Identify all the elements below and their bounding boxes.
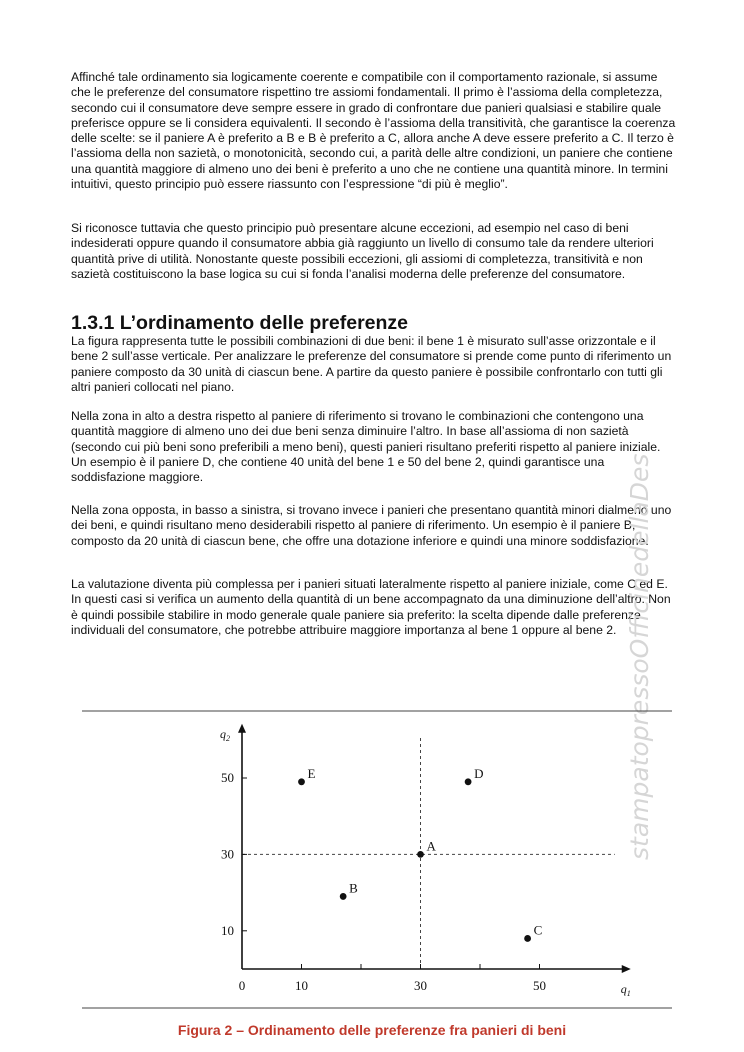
watermark: stampatopressoOfficinedellaDes	[625, 453, 654, 860]
point-label-c: C	[533, 922, 543, 938]
point-label-b: B	[349, 880, 358, 896]
x-tick-label: 50	[533, 978, 546, 993]
y-axis-arrow	[238, 724, 246, 733]
point-label-d: D	[474, 765, 484, 781]
y-axis-label: $q_2$	[220, 726, 230, 743]
x-tick-label: 10	[295, 978, 308, 993]
paragraph-axioms: Affinché tale ordinamento sia logicamente coerente e compatibile con il comportamento razionale, si assume che le preferenze del consumatore rispettino tre assiomi fondamentali. Il primo è l’assioma della completezza, secondo cui il consumatore deve sempre essere in grado di confrontare due panieri qualsiasi e stabilire quale preferisce oppure se li considera equivalenti. Il secondo è l’assioma della transitività, che garantisce la coerenza delle scelte: se il paniere A è preferito a B e B è preferito a C, allora anche A deve essere preferito a C. Il terzo è l’assioma della non sazietà, o monotonicità, secondo cui, a parità delle altre condizioni, un paniere che contiene una quantità maggiore di almeno uno dei beni è preferito a uno che ne contiene una quantità minore. In termini intuitivi, questo principio può essere riassunto con l’espressione “di più è meglio”.	[71, 70, 676, 192]
point-label-e: E	[307, 765, 316, 781]
paragraph-figure-intro: La figura rappresenta tutte le possibili combinazioni di due beni: il bene 1 è misurato sull’asse orizzontale e il bene 2 sull’asse verticale. Per analizzare le preferenze del consumatore si prende come punto di riferimento un paniere composto da 30 unità di ciascun bene. A partire da questo paniere è possibile confrontarlo con tutti gli altri panieri collocati nel piano.	[71, 334, 672, 394]
x-tick-label: 30	[414, 978, 427, 993]
preference-chart	[0, 700, 744, 1020]
x-tick-label: 0	[238, 978, 246, 993]
y-tick-label: 50	[221, 770, 234, 785]
section-heading: 1.3.1 L’ordinamento delle preferenze	[71, 312, 409, 334]
point-label-a: A	[426, 838, 436, 854]
figure-caption: Figura 2 – Ordinamento delle preferenze fra panieri di beni	[177, 1022, 567, 1038]
point-d	[465, 778, 472, 785]
point-c	[524, 935, 531, 942]
x-axis-label: $q_1$	[620, 982, 631, 998]
paragraph-exceptions: Si riconosce tuttavia che questo principio può presentare alcune eccezioni, ad esempio nel caso di beni indesiderati oppure quando il consumatore abbia già raggiunto un livello di consumo tale da rendere ulteriori quantità prive di utilità. Nonostante queste possibili eccezioni, gli assiomi di completezza, transitività e non sazietà costituiscono la base logica su cui si fonda l’analisi moderna delle preferenze del consumatore.	[71, 221, 654, 281]
paragraph-upper-right: Nella zona in alto a destra rispetto al paniere di riferimento si trovano le combinazioni che contengono una quantità maggiore di almeno uno dei due beni senza diminuire l’altro. In base all’assioma di non sazietà (secondo cui più beni sono preferibili a meno beni), questi panieri risultano preferiti rispetto al paniere iniziale. Un esempio è il paniere D, che contiene 40 unità del bene 1 e 50 del bene 2, quindi garantisce una soddisfazione maggiore.	[71, 409, 661, 485]
y-tick-label: 10	[221, 922, 234, 938]
paragraph-lateral: La valutazione diventa più complessa per i panieri situati lateralmente rispetto al paniere iniziale, come C ed E. In questi casi si verifica un aumento della quantità di un bene accompagnato da una diminuzione dell’altro. Non è quindi possibile stabilire in modo generale quale paniere sia preferito: la scelta dipende dalle preferenze individuali del consumatore, che potrebbe attribuire maggiore importanza al bene 1 oppure al bene 2.	[71, 577, 671, 637]
y-tick-label: 30	[221, 846, 234, 862]
point-e	[298, 778, 305, 785]
x-axis-arrow	[622, 965, 631, 973]
paragraph-lower-left: Nella zona opposta, in basso a sinistra, si trovano invece i panieri che presentano quantità minori dialmeno uno dei beni, e quindi risultano meno desiderabili rispetto al paniere di riferimento. Un esempio è il paniere B, composto da 20 unità di ciascun bene, che offre una dotazione inferiore e quindi una minore soddisfazione.	[71, 503, 672, 548]
point-b	[340, 893, 347, 900]
point-a	[417, 851, 424, 858]
